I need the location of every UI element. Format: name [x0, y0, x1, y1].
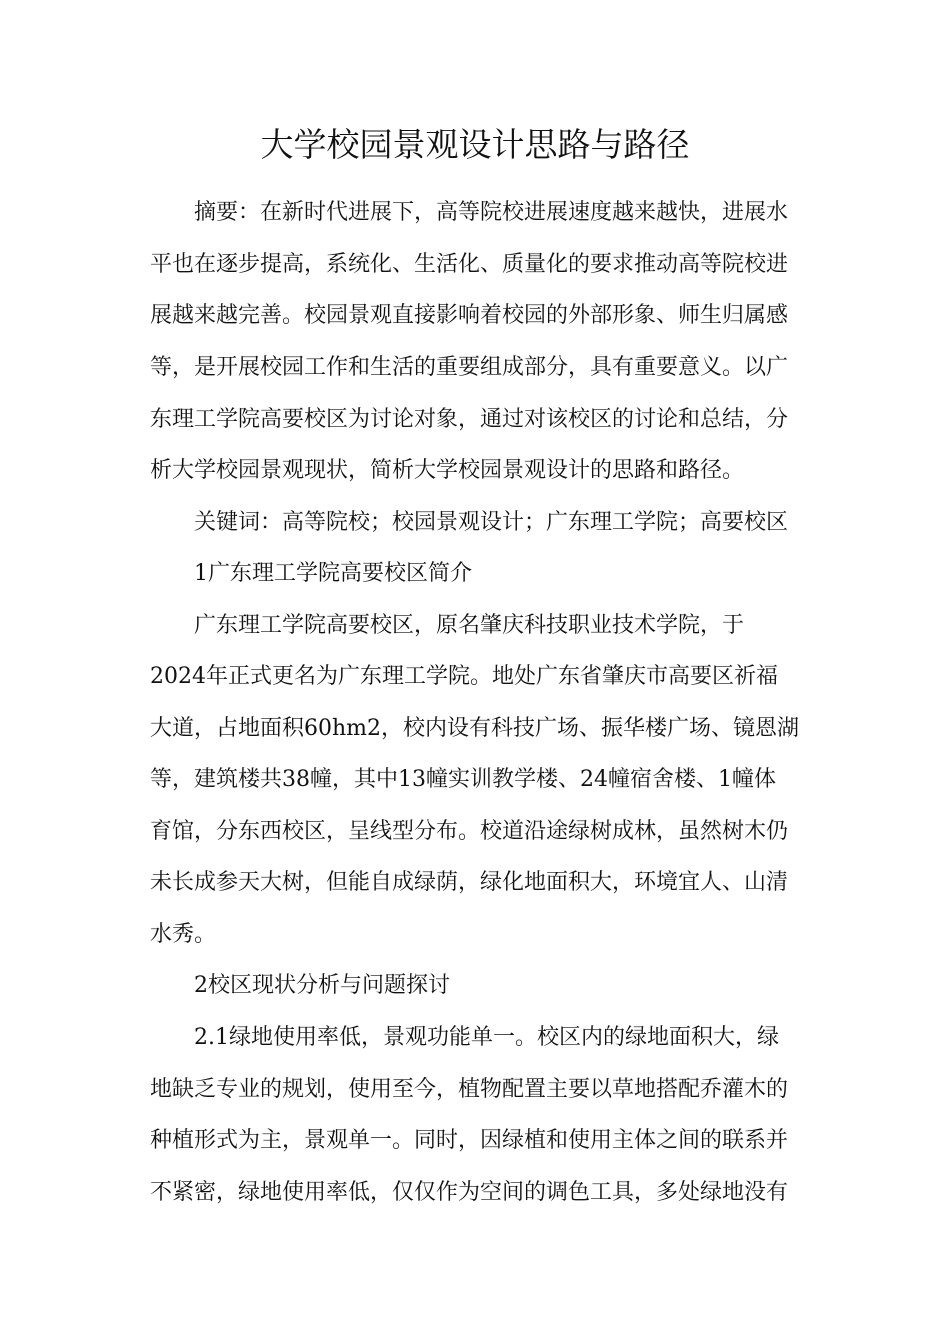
body-line: 广东理工学院高要校区，原名肇庆科技职业技术学院，于	[194, 613, 745, 638]
body-line: 种植形式为主，景观单一。同时，因绿植和使用主体之间的联系并	[150, 1128, 789, 1153]
body-line: 育馆，分东西校区，呈线型分布。校道沿途绿树成林，虽然树木仍	[150, 819, 789, 844]
body-line: 2.1绿地使用率低，景观功能单一。校区内的绿地面积大，绿	[194, 1025, 779, 1050]
body-line: 未长成参天大树，但能自成绿荫，绿化地面积大，环境宜人、山清	[150, 870, 789, 895]
body-line: 水秀。	[150, 922, 217, 947]
section-heading: 2校区现状分析与问题探讨	[194, 973, 450, 998]
body-line: 大道，占地面积60hm2，校内设有科技广场、振华楼广场、镜恩湖	[150, 716, 800, 741]
body-line: 等，建筑楼共38幢，其中13幢实训教学楼、24幢宿舍楼、1幢体	[150, 767, 776, 792]
body-line: 2024年正式更名为广东理工学院。地处广东省肇庆市高要区祈福	[150, 664, 778, 689]
abstract-line: 东理工学院高要校区为讨论对象，通过对该校区的讨论和总结，分	[150, 407, 789, 432]
body-line: 不紧密，绿地使用率低，仅仅作为空间的调色工具，多处绿地没有	[150, 1180, 789, 1205]
abstract-line: 等，是开展校园工作和生活的重要组成部分，具有重要意义。以广	[150, 355, 789, 380]
abstract-line: 析大学校园景观现状，简析大学校园景观设计的思路和路径。	[150, 458, 745, 483]
body-line: 地缺乏专业的规划，使用至今，植物配置主要以草地搭配乔灌木的	[150, 1077, 789, 1102]
document-title: 大学校园景观设计思路与路径	[260, 125, 690, 164]
abstract-line: 展越来越完善。校园景观直接影响着校园的外部形象、师生归属感	[150, 303, 789, 328]
section-heading: 1广东理工学院高要校区简介	[194, 561, 472, 586]
keywords-line: 关键词：高等院校；校园景观设计；广东理工学院；高要校区	[194, 510, 789, 535]
abstract-line: 摘要：在新时代进展下，高等院校进展速度越来越快，进展水	[194, 200, 789, 225]
abstract-line: 平也在逐步提高，系统化、生活化、质量化的要求推动高等院校进	[150, 252, 789, 277]
